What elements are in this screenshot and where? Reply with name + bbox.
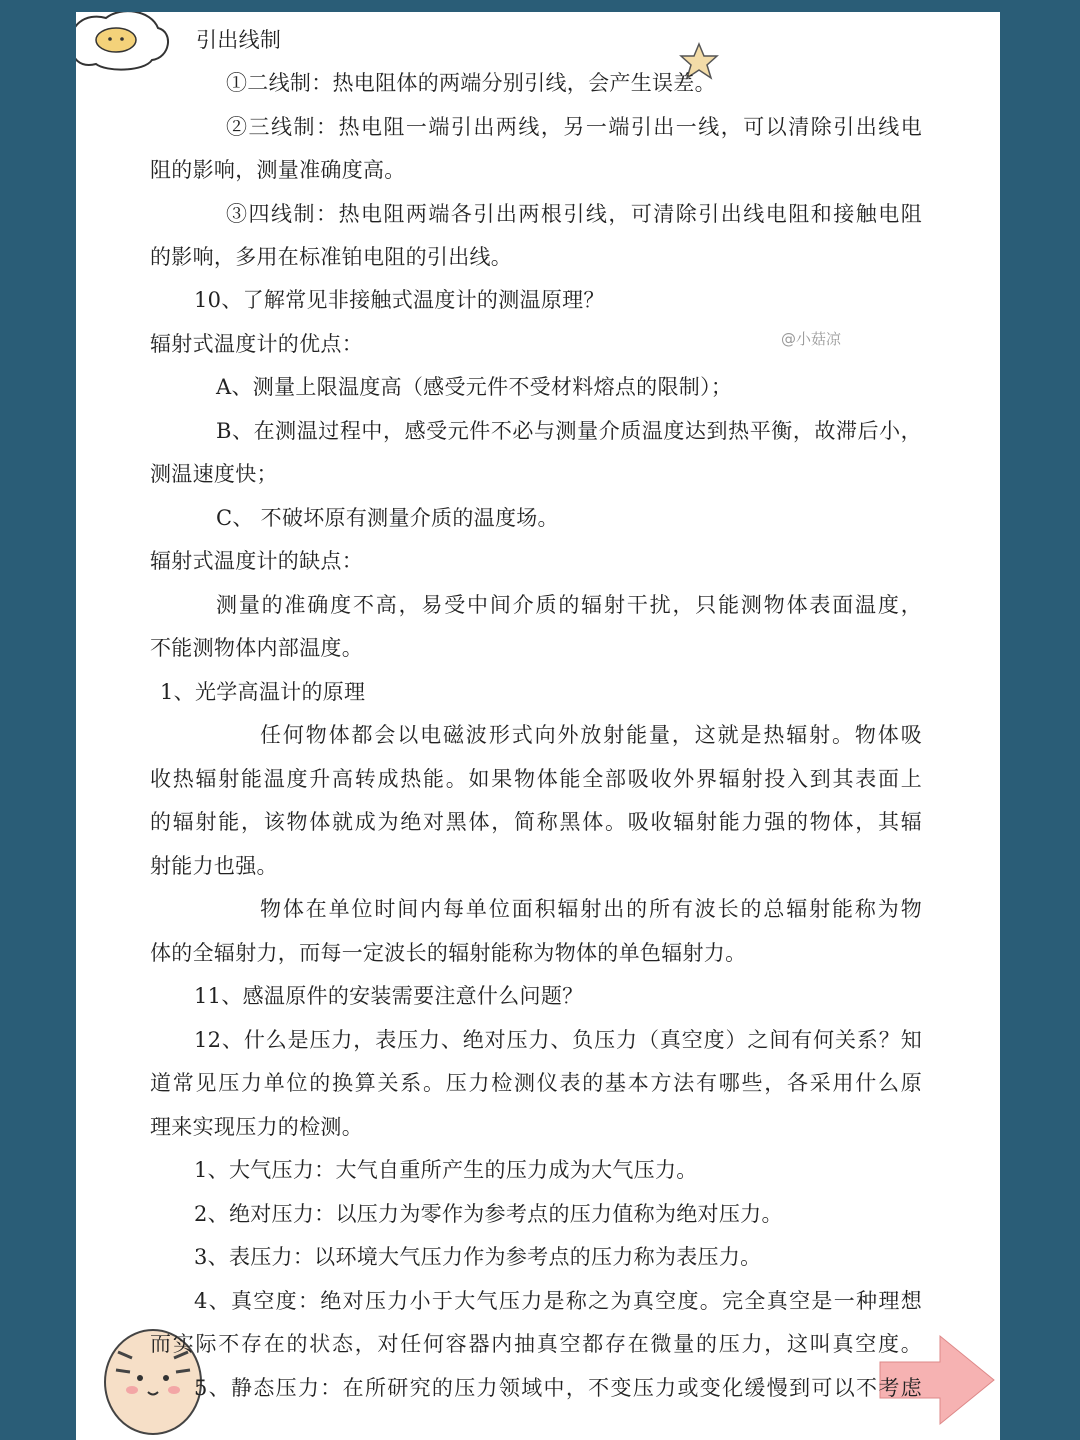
text-line: 阻的影响，测量准确度高。: [150, 158, 406, 182]
text-line: 道常见压力单位的换算关系。压力检测仪表的基本方法有哪些，各采用什么原: [150, 1071, 922, 1095]
text-line: 而实际不存在的状态，对任何容器内抽真空都存在微量的压力，这叫真空度。: [150, 1332, 922, 1356]
section-heading: 11、感温原件的安装需要注意什么问题？: [194, 984, 584, 1008]
text-line: 理来实现压力的检测。: [150, 1115, 363, 1139]
text-line: 收热辐射能温度升高转成热能。如果物体能全部吸收外界辐射投入到其表面上: [150, 767, 922, 791]
text-line: 5、静态压力：在所研究的压力领域中，不变压力或变化缓慢到可以不考虑: [194, 1376, 922, 1400]
watermark: @小菇凉: [781, 330, 842, 348]
text-line: ①二线制：热电阻体的两端分别引线，会产生误差。: [226, 71, 716, 95]
text-line: 引出线制: [196, 28, 282, 52]
text-line: 4、真空度：绝对压力小于大气压力是称之为真空度。完全真空是一种理想: [194, 1289, 922, 1313]
text-line: A、测量上限温度高（感受元件不受材料熔点的限制）；: [216, 375, 733, 399]
text-line: 测温速度快；: [150, 462, 278, 486]
text-line: 射能力也强。: [150, 854, 278, 878]
text-line: 的辐射能，该物体就成为绝对黑体，简称黑体。吸收辐射能力强的物体，其辐: [150, 810, 922, 834]
text-line: 不能测物体内部温度。: [150, 636, 363, 660]
text-line: ②三线制：热电阻一端引出两线，另一端引出一线，可以清除引出线电: [226, 115, 922, 139]
text-line: 1、大气压力：大气自重所产生的压力成为大气压力。: [194, 1158, 698, 1182]
text-line: 的影响，多用在标准铂电阻的引出线。: [150, 245, 513, 269]
section-heading: 12、什么是压力，表压力、绝对压力、负压力（真空度）之间有何关系？知: [194, 1028, 922, 1052]
document-page: [76, 12, 1000, 1440]
text-line: ③四线制：热电阻两端各引出两根引线，可清除引出线电阻和接触电阻: [226, 202, 922, 226]
text-line: 体的全辐射力，而每一定波长的辐射能称为物体的单色辐射力。: [150, 941, 747, 965]
text-line: C、 不破坏原有测量介质的温度场。: [216, 506, 559, 530]
text-line: 物体在单位时间内每单位面积辐射出的所有波长的总辐射能称为物: [260, 897, 922, 921]
text-line: 测量的准确度不高，易受中间介质的辐射干扰，只能测物体表面温度，: [216, 593, 922, 617]
text-line: 2、绝对压力：以压力为零作为参考点的压力值称为绝对压力。: [194, 1202, 783, 1226]
text-line: 辐射式温度计的缺点：: [150, 549, 363, 573]
text-line: B、在测温过程中，感受元件不必与测量介质温度达到热平衡，故滞后小，: [216, 419, 922, 443]
text-line: 辐射式温度计的优点：: [150, 332, 363, 356]
section-heading: 10、了解常见非接触式温度计的测温原理？: [194, 288, 605, 312]
text-line: 任何物体都会以电磁波形式向外放射能量，这就是热辐射。物体吸: [260, 723, 922, 747]
section-heading: 1、光学高温计的原理: [160, 680, 366, 704]
document-body: [76, 12, 1000, 1440]
text-line: 3、表压力：以环境大气压力作为参考点的压力称为表压力。: [194, 1245, 762, 1269]
